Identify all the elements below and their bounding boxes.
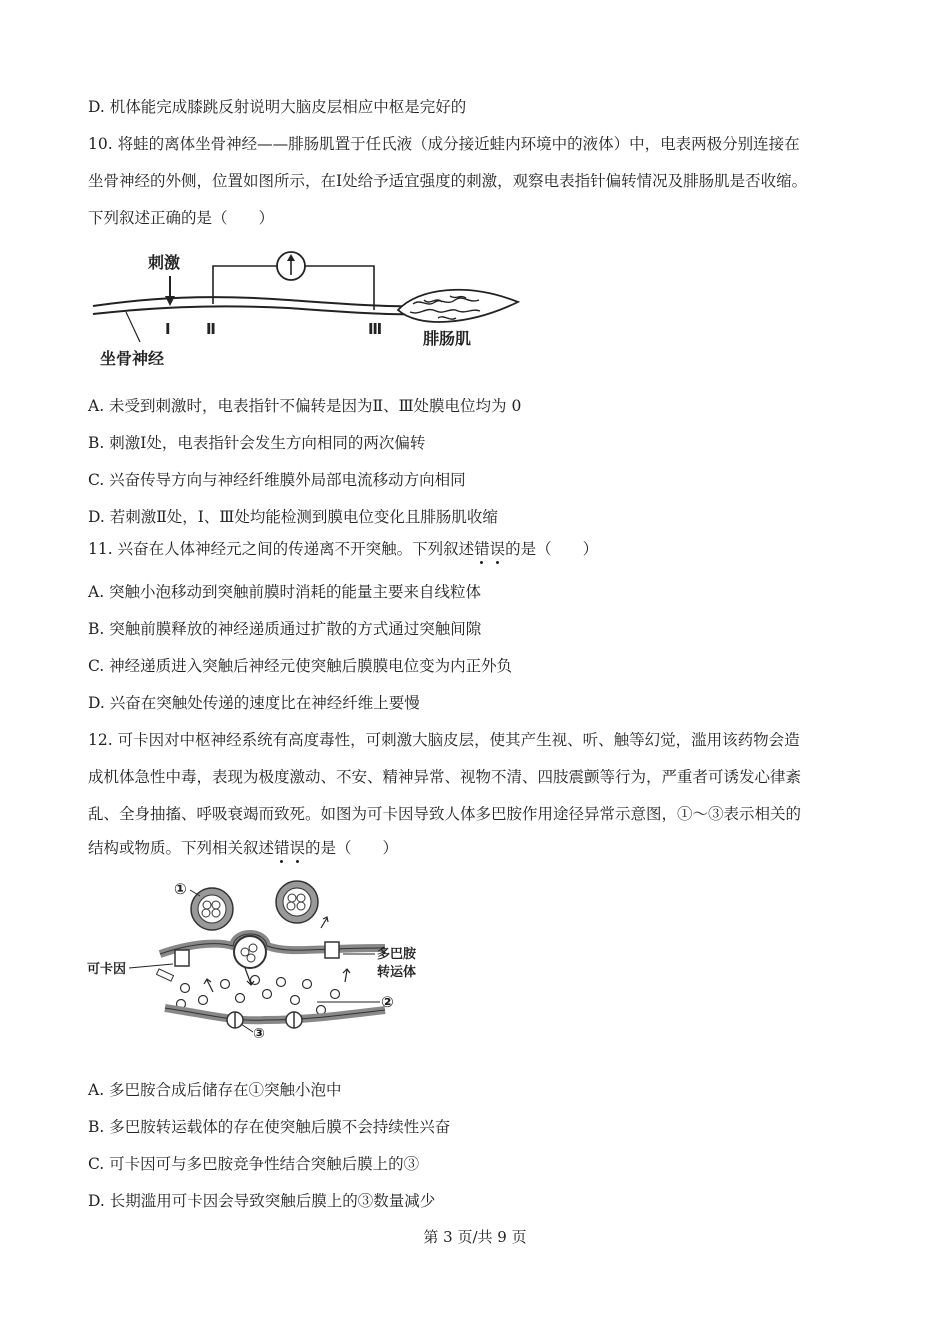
- q12-option-d: D. 长期滥用可卡因会导致突触后膜上的③数量减少: [88, 1192, 436, 1210]
- structure-3-label: ③: [253, 1026, 265, 1042]
- q11-option-d: D. 兴奋在突触处传递的速度比在神经纤维上要慢: [88, 694, 420, 712]
- cocaine-label: 可卡因: [87, 962, 127, 977]
- nerve-label: 坐骨神经: [100, 349, 165, 368]
- fusing-vesicle: [234, 936, 266, 968]
- q12-option-a: A. 多巴胺合成后储存在①突触小泡中: [88, 1081, 342, 1099]
- dopamine-molecules: [177, 976, 340, 1015]
- q12-stem-line-1: 12. 可卡因对中枢神经系统有高度毒性，可刺激大脑皮层，使其产生视、听、触等幻觉，滥用该药物会造: [88, 731, 800, 749]
- q12-option-c: C. 可卡因可与多巴胺竞争性结合突触后膜上的③: [88, 1155, 420, 1173]
- point-2-label: Ⅱ: [206, 320, 216, 338]
- q10-stem-line-2: 坐骨神经的外侧，位置如图所示，在Ⅰ处给予适宜强度的刺激，观察电表指针偏转情况及腓肠肌是否收缩。: [88, 172, 808, 190]
- muscle-shape: [398, 290, 518, 322]
- q9-option-d: D. 机体能完成膝跳反射说明大脑皮层相应中枢是完好的: [88, 98, 467, 116]
- q12-stem-line-3: 乱、全身抽搐、呼吸衰竭而致死。如图为可卡因导致人体多巴胺作用途径异常示意图，①～③表示相关的: [88, 805, 802, 823]
- point-3-label: Ⅲ: [368, 320, 383, 338]
- q12-stem-line-2: 成机体急性中毒，表现为极度激动、不安、精神异常、视物不清、四肢震颤等行为，严重者可诱发心律紊: [88, 768, 802, 786]
- q11-option-b: B. 突触前膜释放的神经递质通过扩散的方式通过突触间隙: [88, 620, 482, 638]
- transporter-left: [175, 950, 189, 966]
- q10-option-c: C. 兴奋传导方向与神经纤维膜外局部电流移动方向相同: [88, 471, 466, 489]
- q10-option-a: A. 未受到刺激时，电表指针不偏转是因为Ⅱ、Ⅲ处膜电位均为 0: [88, 397, 522, 415]
- q10-option-b: B. 刺激Ⅰ处，电表指针会发生方向相同的两次偏转: [88, 434, 426, 452]
- structure-2-label: ②: [381, 993, 394, 1011]
- transporter-right: [325, 942, 339, 958]
- q12-option-b: B. 多巴胺转运载体的存在使突触后膜不会持续性兴奋: [88, 1118, 451, 1136]
- structure-1-label: ①: [174, 880, 187, 898]
- q11-option-c: C. 神经递质进入突触后神经元使突触后膜膜电位变为内正外负: [88, 657, 513, 675]
- q10-stem-line-3: 下列叙述正确的是（ ）: [88, 209, 275, 227]
- point-1-label: Ⅰ: [165, 320, 171, 338]
- q12-stem-line-4: 结构或物质。下列相关叙述错误的是（ ）: [88, 839, 399, 857]
- q11-option-a: A. 突触小泡移动到突触前膜时消耗的能量主要来自线粒体: [88, 583, 482, 601]
- q10-option-d: D. 若刺激Ⅱ处，Ⅰ、Ⅲ处均能检测到膜电位变化且腓肠肌收缩: [88, 508, 498, 526]
- synapse-figure: [85, 872, 445, 1042]
- transporter-label-line-1: 多巴胺: [377, 947, 417, 962]
- transporter-label-line-2: 转运体: [377, 965, 417, 980]
- page-number: 第 3 页/共 9 页: [423, 1228, 527, 1246]
- stimulus-label: 刺激: [148, 253, 181, 272]
- q11-stem: 11. 兴奋在人体神经元之间的传递离不开突触。下列叙述错误的是（ ）: [88, 540, 599, 558]
- q10-stem-line-1: 10. 将蛙的离体坐骨神经——腓肠肌置于任氏液（成分接近蛙内环境中的液体）中，电表两极分别连接在: [88, 135, 800, 153]
- muscle-label: 腓肠肌: [423, 329, 472, 348]
- cocaine-molecule: [156, 969, 173, 981]
- nerve-muscle-figure: [88, 244, 528, 374]
